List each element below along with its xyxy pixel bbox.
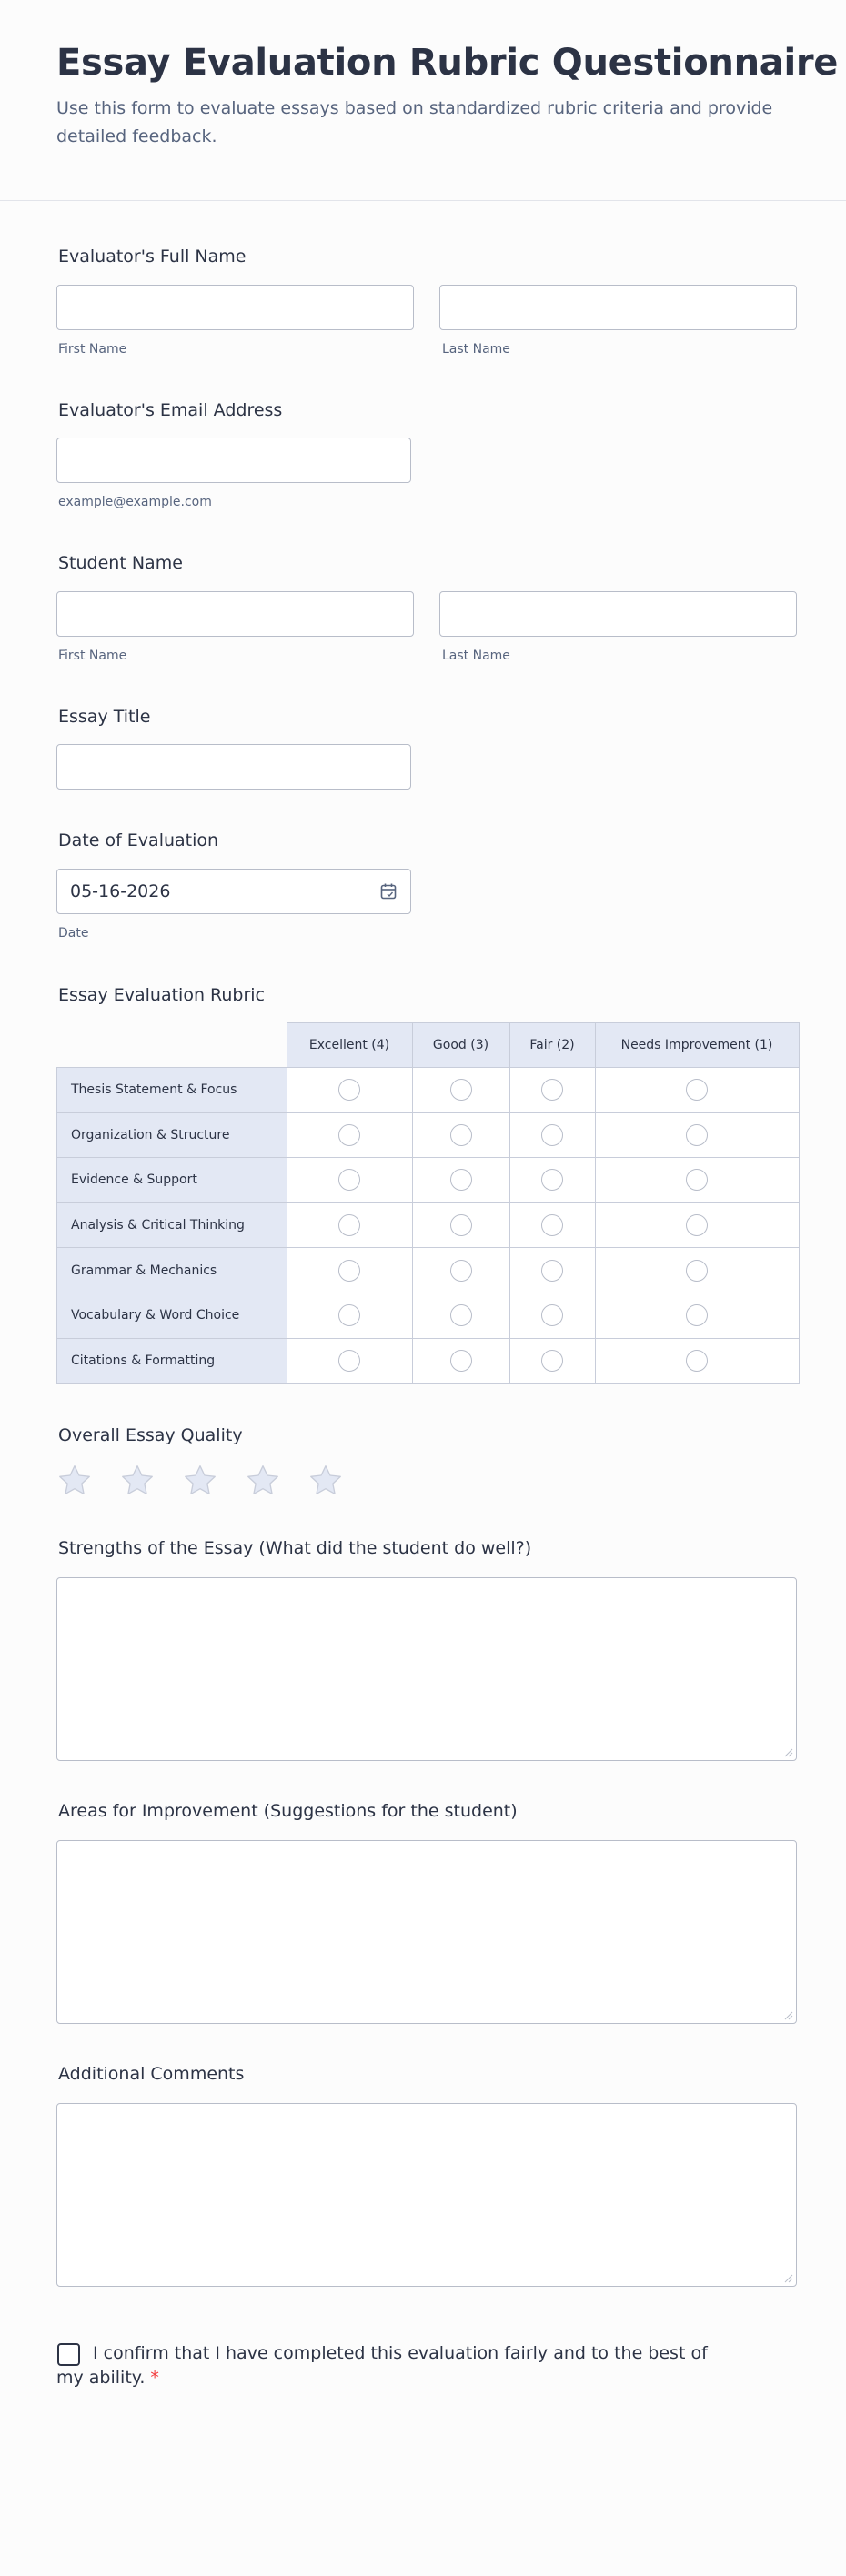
student-last-name-sublabel: Last Name — [442, 649, 510, 663]
star-icon[interactable] — [182, 1463, 218, 1499]
date-value: 05-16-2026 — [70, 881, 171, 901]
form-header — [0, 0, 846, 201]
rubric-radio[interactable] — [338, 1079, 360, 1101]
rubric-column-header: Excellent (4) — [287, 1023, 412, 1068]
rubric-radio[interactable] — [450, 1079, 472, 1101]
comments-textarea[interactable] — [56, 2103, 797, 2287]
rubric-radio[interactable] — [450, 1350, 472, 1372]
student-name-label: Student Name — [58, 553, 183, 573]
rubric-row — [57, 1202, 800, 1248]
rubric-row — [57, 1068, 800, 1113]
calendar-icon[interactable] — [379, 882, 398, 904]
rubric-radio[interactable] — [541, 1124, 563, 1146]
rubric-label: Essay Evaluation Rubric — [58, 985, 266, 1005]
rubric-radio[interactable] — [450, 1214, 472, 1236]
rubric-radio[interactable] — [686, 1079, 708, 1101]
rubric-radio[interactable] — [541, 1260, 563, 1282]
strengths-label: Strengths of the Essay (What did the student do well?) — [58, 1538, 532, 1558]
resize-grip-icon[interactable] — [784, 2011, 793, 2020]
resize-grip-icon[interactable] — [784, 1748, 793, 1757]
rubric-radio[interactable] — [686, 1169, 708, 1191]
confirmation-text-block — [56, 2341, 711, 2390]
rubric-row-label: Grammar & Mechanics — [57, 1248, 287, 1293]
rubric-radio[interactable] — [541, 1304, 563, 1326]
rubric-radio[interactable] — [338, 1124, 360, 1146]
rubric-radio[interactable] — [338, 1260, 360, 1282]
rubric-row — [57, 1248, 800, 1293]
rubric-radio[interactable] — [541, 1350, 563, 1372]
strengths-textarea[interactable] — [56, 1577, 797, 1761]
rubric-radio[interactable] — [541, 1214, 563, 1236]
essay-title-input[interactable] — [56, 744, 411, 790]
evaluator-last-name-sublabel: Last Name — [442, 342, 510, 357]
resize-grip-icon[interactable] — [784, 2274, 793, 2283]
rubric-radio[interactable] — [338, 1214, 360, 1236]
rubric-radio[interactable] — [686, 1304, 708, 1326]
improvement-label: Areas for Improvement (Suggestions for the student) — [58, 1801, 518, 1821]
evaluator-email-input[interactable] — [56, 438, 411, 483]
student-first-name-sublabel: First Name — [58, 649, 127, 663]
rubric-radio[interactable] — [686, 1124, 708, 1146]
rubric-row — [57, 1338, 800, 1384]
rubric-column-header: Good (3) — [412, 1023, 509, 1068]
rubric-radio[interactable] — [450, 1260, 472, 1282]
rubric-radio[interactable] — [686, 1350, 708, 1372]
rubric-radio[interactable] — [541, 1169, 563, 1191]
rubric-radio[interactable] — [450, 1304, 472, 1326]
rubric-radio[interactable] — [338, 1169, 360, 1191]
evaluator-email-sublabel: example@example.com — [58, 495, 212, 509]
rubric-matrix — [56, 1022, 800, 1384]
rubric-radio[interactable] — [686, 1214, 708, 1236]
rubric-row-label: Vocabulary & Word Choice — [57, 1293, 287, 1338]
rubric-radio[interactable] — [338, 1304, 360, 1326]
form-title: Essay Evaluation Rubric Questionnaire — [56, 42, 839, 84]
date-input[interactable] — [56, 869, 411, 914]
star-icon[interactable] — [119, 1463, 156, 1499]
rubric-radio[interactable] — [338, 1350, 360, 1372]
rubric-column-header: Fair (2) — [509, 1023, 595, 1068]
rubric-row — [57, 1293, 800, 1338]
rubric-corner — [57, 1023, 287, 1068]
student-last-name-input[interactable] — [439, 591, 797, 637]
student-first-name-input[interactable] — [56, 591, 414, 637]
rubric-column-header: Needs Improvement (1) — [595, 1023, 799, 1068]
evaluator-name-label: Evaluator's Full Name — [58, 247, 247, 267]
form-description: Use this form to evaluate essays based on standardized rubric criteria and provide detailed feedback. — [56, 98, 773, 146]
star-icon[interactable] — [245, 1463, 281, 1499]
rubric-row — [57, 1158, 800, 1203]
evaluator-first-name-input[interactable] — [56, 285, 414, 330]
required-mark: * — [150, 2368, 159, 2388]
rubric-radio[interactable] — [450, 1169, 472, 1191]
date-sublabel: Date — [58, 926, 89, 941]
rubric-row-label: Thesis Statement & Focus — [57, 1068, 287, 1113]
essay-title-label: Essay Title — [58, 707, 151, 727]
confirmation-text: I confirm that I have completed this evaluation fairly and to the best of my ability. — [56, 2343, 708, 2388]
rubric-row — [57, 1112, 800, 1158]
overall-quality-label: Overall Essay Quality — [58, 1425, 243, 1445]
rubric-row-label: Evidence & Support — [57, 1158, 287, 1203]
rubric-radio[interactable] — [541, 1079, 563, 1101]
rubric-row-label: Analysis & Critical Thinking — [57, 1202, 287, 1248]
evaluator-email-label: Evaluator's Email Address — [58, 400, 283, 420]
rubric-row-label: Organization & Structure — [57, 1112, 287, 1158]
improvement-textarea[interactable] — [56, 1840, 797, 2024]
rubric-radio[interactable] — [450, 1124, 472, 1146]
evaluator-last-name-input[interactable] — [439, 285, 797, 330]
star-icon[interactable] — [307, 1463, 344, 1499]
star-icon[interactable] — [56, 1463, 93, 1499]
rubric-row-label: Citations & Formatting — [57, 1338, 287, 1384]
evaluator-first-name-sublabel: First Name — [58, 342, 127, 357]
date-label: Date of Evaluation — [58, 830, 219, 850]
comments-label: Additional Comments — [58, 2064, 245, 2084]
rubric-radio[interactable] — [686, 1260, 708, 1282]
